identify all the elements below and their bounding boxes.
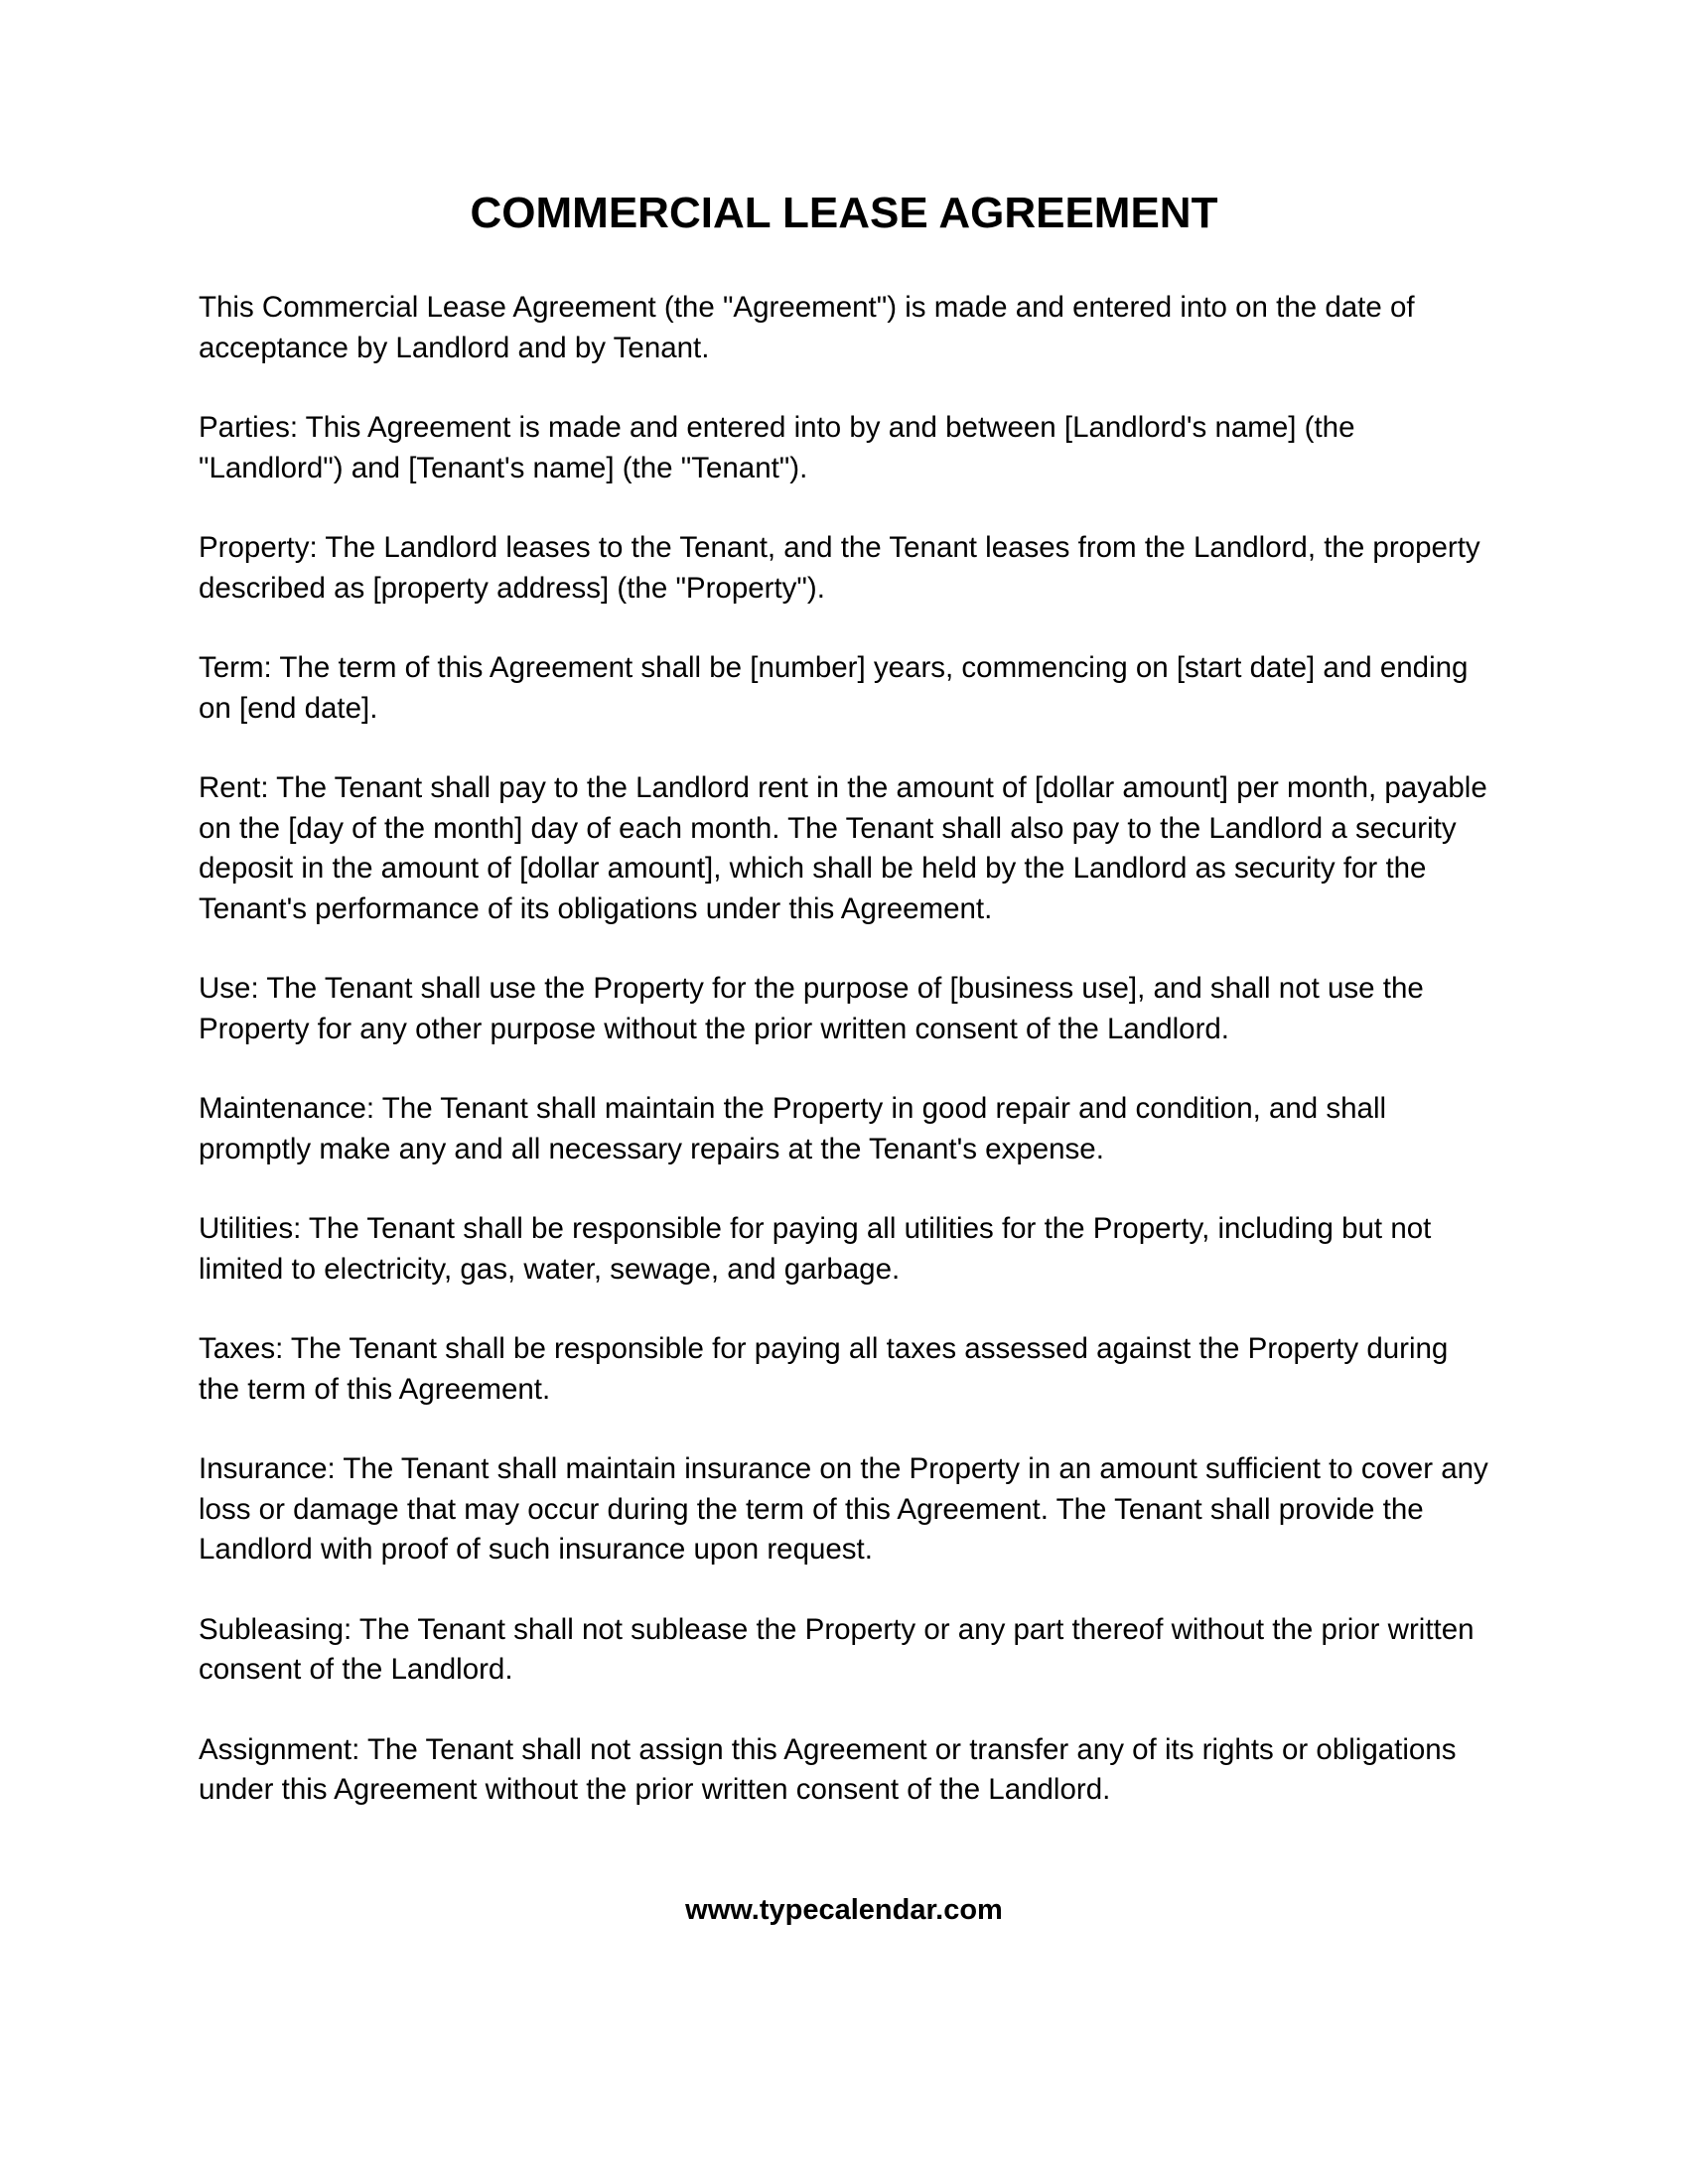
document-body [199,288,1489,1850]
utilities-paragraph: Utilities: The Tenant shall be responsible for paying all utilities for the Property, including but not limited to electricity, gas, water, sewage, and garbage. [199,1212,1432,1286]
taxes-paragraph: Taxes: The Tenant shall be responsible for paying all taxes assessed against the Property during the term of this Agreement. [199,1332,1449,1406]
subleasing-paragraph: Subleasing: The Tenant shall not sublease the Property or any part thereof without the prior written consent of the Landlord. [199,1612,1475,1686]
maintenance-paragraph: Maintenance: The Tenant shall maintain the Property in good repair and condition, and shall promptly make any and all necessary repairs at the Tenant's expense. [199,1092,1387,1165]
parties-paragraph: Parties: This Agreement is made and entered into by and between [Landlord's name] (the "Landlord") and [Tenant's name] (the "Tenant"). [199,411,1355,484]
property-paragraph: Property: The Landlord leases to the Tenant, and the Tenant leases from the Landlord, the property described as [property address] (the "Property"). [199,531,1480,605]
footer-website-link[interactable]: www.typecalendar.com [685,1894,1003,1926]
intro-paragraph: This Commercial Lease Agreement (the "Agreement") is made and entered into on the date of acceptance by Landlord and by Tenant. [199,291,1415,364]
insurance-paragraph: Insurance: The Tenant shall maintain insurance on the Property in an amount sufficient to cover any loss or damage that may occur during the term of this Agreement. The Tenant shall provide the Landlord with proof of such insurance upon request. [199,1452,1488,1566]
rent-paragraph: Rent: The Tenant shall pay to the Landlord rent in the amount of [dollar amount] per month, payable on the [day of the month] day of each month. The Tenant shall also pay to the Landlord a security deposit in the amount of [dollar amount], which shall be held by the Landlord as security for the Tenant's performance of its obligations under this Agreement. [199,771,1487,925]
assignment-paragraph: Assignment: The Tenant shall not assign this Agreement or transfer any of its rights or obligations under this Agreement without the prior written consent of the Landlord. [199,1732,1457,1806]
term-paragraph: Term: The term of this Agreement shall be [number] years, commencing on [start date] and ending on [end date]. [199,651,1469,725]
use-paragraph: Use: The Tenant shall use the Property for the purpose of [business use], and shall not use the Property for any other purpose without the prior written consent of the Landlord. [199,972,1424,1045]
document-title: COMMERCIAL LEASE AGREEMENT [470,189,1218,237]
